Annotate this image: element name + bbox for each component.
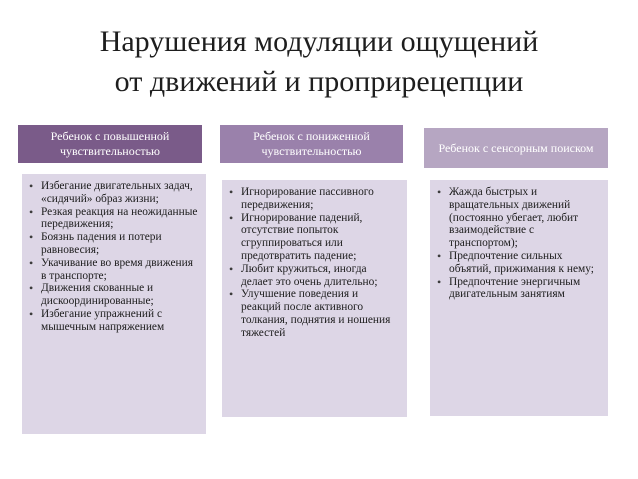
header-low-sensitivity: Ребенок с пониженной чувствительностью [220,125,403,163]
title-line-1: Нарушения модуляции ощущений [99,25,539,58]
list-box-sensory-seeking [430,180,608,416]
header-sensory-seeking: Ребенок с сенсорным поиском [424,128,608,168]
list-item: • Игнорирование пассивного передвижения; [228,186,399,212]
list-item: • Предпочтение энергичным двигательным занятиям [436,276,600,302]
list-item: • Жажда быстрых и вращательных движений (постоянно убегает, любит взаимодействие с транспортом); [436,186,600,250]
list-box-low-sensitivity [222,180,407,417]
list-item: • Любит кружиться, иногда делает это очень длительно; [228,263,399,289]
list-item: • Предпочтение сильных объятий, прижимания к нему; [436,250,600,276]
list-item: • Резкая реакция на неожиданные передвижения; [28,206,198,232]
list-low-sensitivity [228,186,399,340]
list-item: • Игнорирование падений, отсутствие попыток сгруппироваться или предотвратить падение; [228,212,399,263]
list-box-high-sensitivity [22,174,206,434]
list-sensory-seeking [436,186,600,301]
list-item: • Боязнь падения и потери равновесия; [28,231,198,257]
list-item: • Избегание упражнений с мышечным напряжением [28,308,198,334]
page-title [0,22,638,102]
header-high-sensitivity: Ребенок с повышенной чувствительностью [18,125,202,163]
title-line-2: от движений и проприрецепции [114,65,524,98]
list-item: • Движения скованные и дискоординированные; [28,282,198,308]
list-item: • Укачивание во время движения в транспорте; [28,257,198,283]
list-item: • Избегание двигательных задач, «сидячий» образ жизни; [28,180,198,206]
list-high-sensitivity [28,180,198,334]
list-item: • Улучшение поведения и реакций после активного толкания, поднятия и ношения тяжестей [228,288,399,339]
